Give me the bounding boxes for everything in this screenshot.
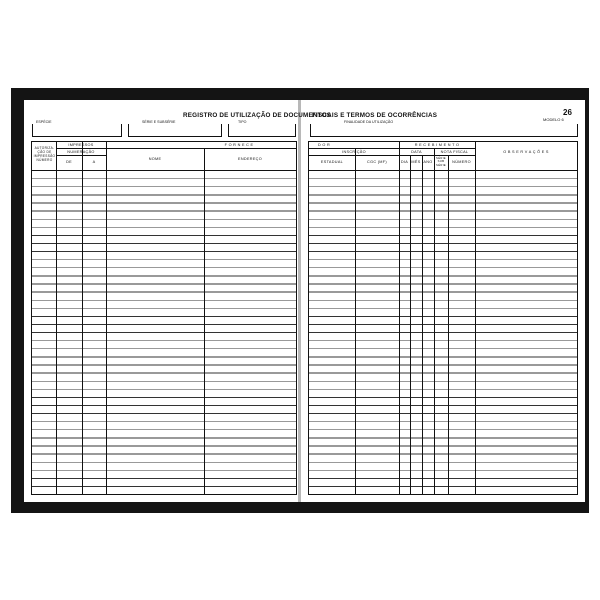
model-label: MODELO 6: [543, 117, 564, 122]
numeracao-header: NUMERAÇÃO: [67, 150, 95, 154]
estadual-header: ESTADUAL: [320, 160, 344, 164]
recebimento-header: R E C E B I M E N T O: [414, 143, 460, 147]
serie-sub-header: SÉRIE SUB SÉRIE: [436, 156, 446, 167]
autorizacao-header: AUTORIZA- ÇÃO DE IMPRESSÃO NÚMERO: [33, 146, 56, 162]
endereco-header: ENDEREÇO: [238, 157, 262, 161]
form-title-left: REGISTRO DE UTILIZAÇÃO DE DOCUMENTOS: [183, 112, 332, 119]
inscricao-header: INSCRIÇÃO: [342, 150, 366, 154]
finalidade-label: FINALIDADE DA UTILIZAÇÃO: [344, 120, 394, 124]
tipo-field[interactable]: [228, 120, 296, 137]
serie-label: SÉRIE E SUBSÉRIE: [142, 120, 176, 124]
data-header: DATA: [411, 150, 422, 154]
right-table-rows: [309, 171, 577, 494]
page-number: 26: [563, 108, 572, 117]
especie-label: ESPÉCIE: [36, 120, 52, 124]
tipo-label: TIPO: [238, 120, 247, 124]
observacoes-header: O B S E R V A Ç Õ E S: [503, 150, 549, 154]
a-header: A: [92, 160, 96, 164]
numero-header: NÚMERO: [452, 160, 471, 164]
nome-header: NOME: [148, 157, 162, 161]
right-register-table: [308, 141, 578, 495]
finalidade-field[interactable]: [310, 120, 578, 137]
book-gutter: [298, 100, 301, 502]
fornece-header: F O R N E C E: [224, 143, 254, 147]
left-table-rows: [32, 171, 296, 494]
dia-header: DIA: [400, 160, 409, 164]
serie-field[interactable]: [128, 120, 222, 137]
especie-field[interactable]: [32, 120, 122, 137]
ano-header: ANO: [423, 160, 433, 164]
nota-fiscal-header: NOTA FISCAL: [440, 150, 469, 154]
left-register-table: [31, 141, 297, 495]
form-title-right: FISCAIS E TERMOS DE OCORRÊNCIAS: [312, 112, 438, 119]
de-header: DE: [66, 160, 72, 164]
mes-header: MÊS: [411, 160, 421, 164]
cgc-header: CGC (MF): [367, 160, 387, 164]
dor-header: D O R: [317, 143, 331, 147]
impressos-header: IMPRESSOS: [68, 143, 94, 147]
